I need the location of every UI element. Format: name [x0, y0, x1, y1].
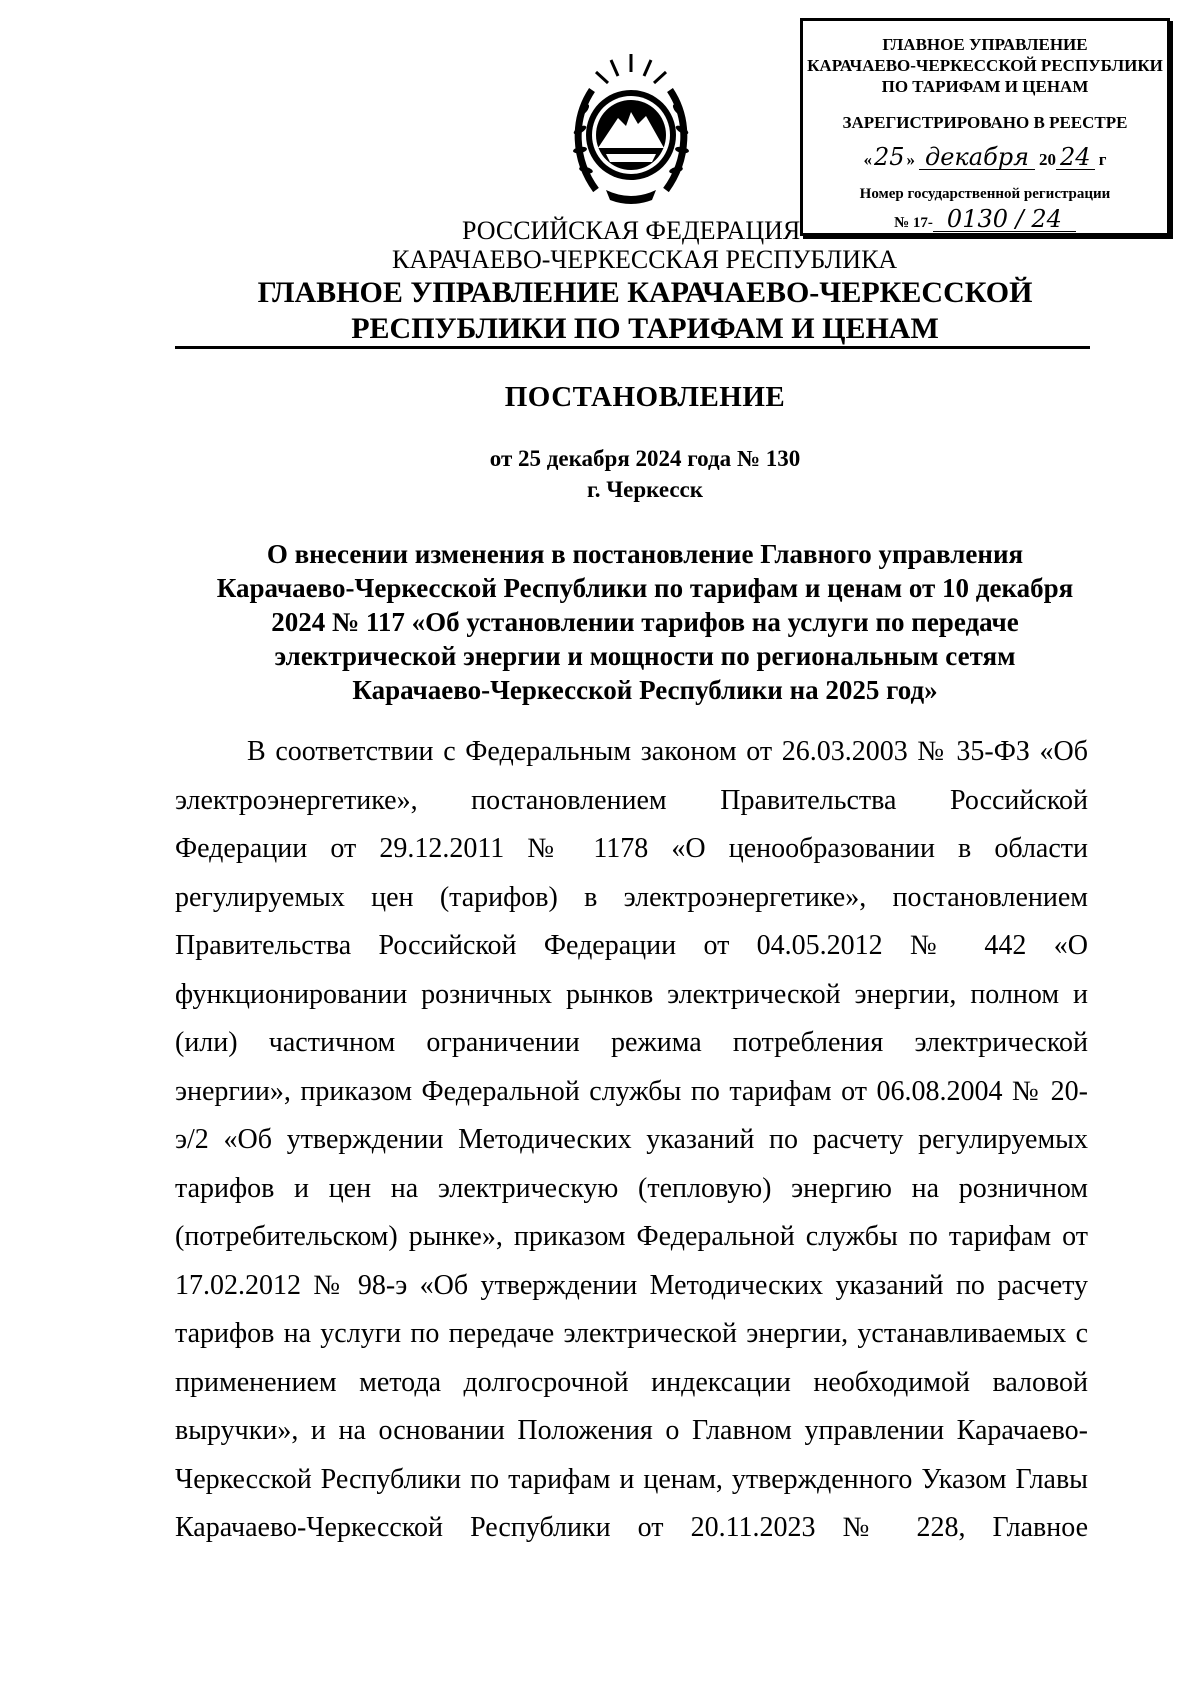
- body-paragraph: [175, 728, 1088, 1553]
- subject-line: Карачаево-Черкесской Республики на 2025 год»: [352, 675, 938, 705]
- body-line: э/2 «Об утверждении Методических указаний по расчету регулируемых: [175, 1124, 1088, 1155]
- body-line: регулируемых цен (тарифов) в электроэнергетике», постановлением: [175, 881, 1088, 913]
- stamp-reg-label: Номер государственной регистрации: [859, 186, 1111, 202]
- document-date-number: от 25 декабря 2024 года № 130: [489, 446, 801, 471]
- body-line: В соответствии с Федеральным законом от 26.03.2003 № 35-ФЗ «Об: [247, 736, 1088, 767]
- body-line: тарифов на услуги по передаче электрической энергии, устанавливаемых с: [175, 1318, 1088, 1349]
- subject-line: О внесении изменения в постановление Главного управления: [266, 539, 1024, 569]
- body-line: 17.02.2012 № 98-э «Об утверждении Методических указаний по расчету: [175, 1269, 1088, 1301]
- stamp-line-1: ГЛАВНОЕ УПРАВЛЕНИЕ: [882, 35, 1088, 54]
- stamp-year-prefix: 20: [1038, 150, 1056, 169]
- stamp-date-day: 25: [873, 143, 905, 171]
- stamp-line-2: КАРАЧАЕВО-ЧЕРКЕССКОЙ РЕСПУБЛИКИ: [807, 56, 1163, 75]
- body-line: (или) частичном ограничении режима потребления электрической: [175, 1027, 1088, 1058]
- document-city: г. Черкесск: [586, 477, 704, 502]
- registration-stamp: [800, 18, 1170, 236]
- stamp-reg-prefix: № 17-: [894, 215, 933, 231]
- body-line: применением метода долгосрочной индексации необходимой валовой: [175, 1366, 1088, 1398]
- body-line: функционировании розничных рынков электрической энергии, полном и: [175, 978, 1088, 1010]
- body-line: энергии», приказом Федеральной службы по тарифам от 06.08.2004 № 20-: [175, 1075, 1088, 1107]
- coat-of-arms-icon: [566, 50, 696, 210]
- header-agency-line-1: ГЛАВНОЕ УПРАВЛЕНИЕ КАРАЧАЕВО-ЧЕРКЕССКОЙ: [257, 276, 1033, 309]
- body-line: электроэнергетике», постановлением Правительства Российской: [175, 784, 1088, 816]
- stamp-reg-number: 0130 / 24: [933, 207, 1076, 232]
- header-agency-line-2: РЕСПУБЛИКИ ПО ТАРИФАМ И ЦЕНАМ: [351, 312, 939, 345]
- body-line: Правительства Российской Федерации от 04.05.2012 № 442 «О: [175, 930, 1088, 961]
- stamp-line-3: ПО ТАРИФАМ И ЦЕНАМ: [881, 77, 1089, 96]
- header-country: РОССИЙСКАЯ ФЕДЕРАЦИЯ: [462, 216, 801, 245]
- stamp-registered: ЗАРЕГИСТРИРОВАНО В РЕЕСТРЕ: [842, 113, 1128, 132]
- document-type: ПОСТАНОВЛЕНИЕ: [504, 381, 786, 413]
- header-divider: [175, 346, 1090, 349]
- header-republic: КАРАЧАЕВО-ЧЕРКЕССКАЯ РЕСПУБЛИКА: [392, 245, 898, 274]
- body-line: выручки», и на основании Положения о Главном управлении Карачаево-: [175, 1415, 1088, 1446]
- stamp-year-unit: г: [1098, 150, 1107, 169]
- stamp-date-row: «25 » декабря 20 24 г: [863, 143, 1107, 171]
- subject-line: электрической энергии и мощности по региональным сетям: [274, 641, 1016, 671]
- body-line: Федерации от 29.12.2011 № 1178 «О ценообразовании в области: [175, 833, 1088, 864]
- body-line: Черкесской Республики по тарифам и ценам, утвержденного Указом Главы: [175, 1463, 1088, 1495]
- body-line: тарифов и цен на электрическую (тепловую) энергию на розничном: [175, 1172, 1088, 1204]
- body-line: Карачаево-Черкесской Республики от 20.11.2023 № 228, Главное: [175, 1512, 1088, 1543]
- body-line: (потребительском) рынке», приказом Федеральной службы по тарифам от: [175, 1221, 1088, 1252]
- stamp-year-suffix: 24: [1056, 145, 1095, 170]
- subject-line: Карачаево-Черкесской Республики по тарифам и ценам от 10 декабря: [216, 573, 1074, 603]
- stamp-date-month: декабря: [919, 145, 1035, 170]
- stamp-reg-number-row: [803, 207, 1167, 232]
- subject-line: 2024 № 117 «Об установлении тарифов на услуги по передаче: [271, 607, 1019, 637]
